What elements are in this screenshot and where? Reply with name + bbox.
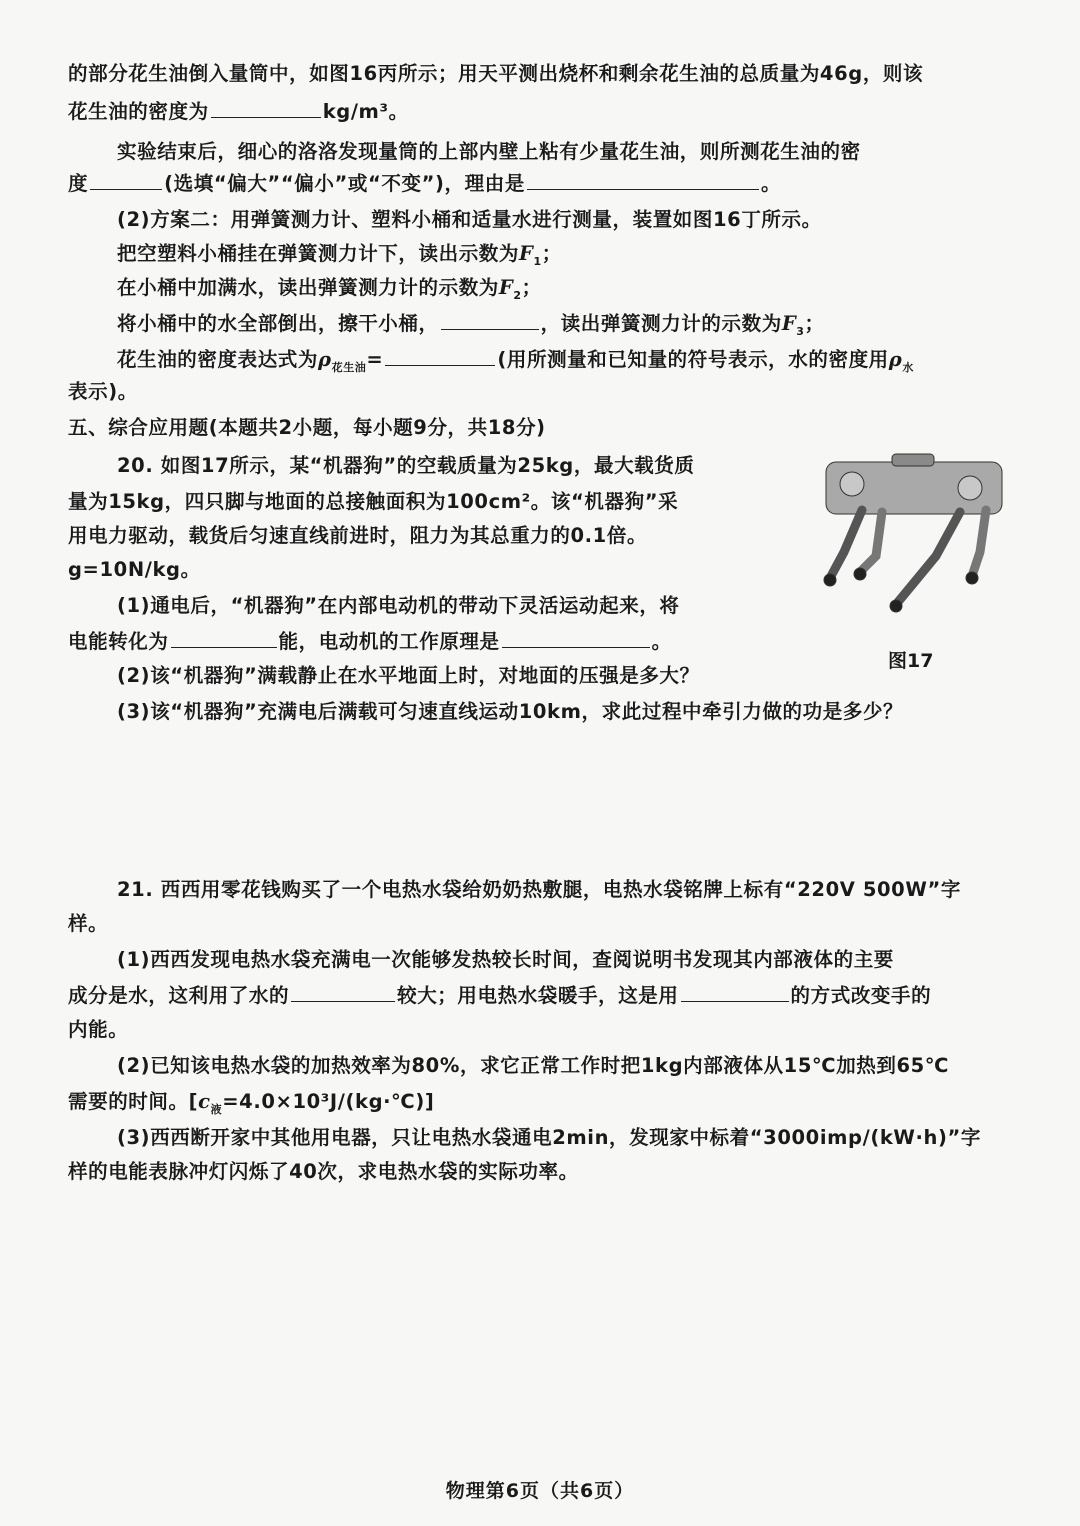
q21-line-8: (3)西西断开家中其他用电器，只让电热水袋通电2min，发现家中标着“3000imp/(kW·h)”字 <box>117 1126 982 1149</box>
answer-blank[interactable] <box>502 629 650 648</box>
q21-line-3: (1)西西发现电热水袋充满电一次能够发热较长时间，查阅说明书发现其内部液体的主要 <box>117 948 894 971</box>
robot-dog-figure <box>822 452 1018 628</box>
q19-line-5: (2)方案二：用弹簧测力计、塑料小桶和适量水进行测量，装置如图16丁所示。 <box>117 208 822 231</box>
q21-line-2: 样。 <box>68 912 109 935</box>
answer-blank[interactable] <box>291 983 395 1002</box>
q21-line-4: 成分是水，这利用了水的 较大；用电热水袋暖手，这是用 的方式改变手的 <box>68 984 932 1007</box>
answer-blank[interactable] <box>211 99 321 118</box>
q21-line-7: 需要的时间。$[c_液=4.0\times 10^3J/(kg\cdot℃)]$ <box>68 1090 435 1116</box>
q20-line-8: (3)该“机器狗”充满电后满载可匀速直线运动10km，求此过程中牵引力做的功是多少？ <box>117 700 904 723</box>
q20-line-7: (2)该“机器狗”满载静止在水平地面上时，对地面的压强是多大？ <box>117 664 700 687</box>
q19-line-4: 度 (选填“偏大”“偏小”或“不变”)，理由是 。 <box>68 172 782 195</box>
q20-line-1: 20. 如图17所示，某“机器狗”的空载质量为25kg，最大载货质 <box>117 454 695 477</box>
q19-line-2: 花生油的密度为 kg/m³。 <box>68 100 409 123</box>
page-footer: 物理第6页（共6页） <box>445 1480 635 1502</box>
q20-line-3: 用电力驱动，载货后匀速直线前进时，阻力为其总重力的0.1倍。 <box>68 524 648 547</box>
q21-line-1: 21. 西西用零花钱购买了一个电热水袋给奶奶热敷腿，电热水袋铭牌上标有“220V 500W”字 <box>117 878 961 901</box>
answer-blank[interactable] <box>441 311 539 330</box>
q21-line-5: 内能。 <box>68 1018 129 1041</box>
q19-line-10: 表示)。 <box>68 380 138 403</box>
q19-line-6: 把空塑料小桶挂在弹簧测力计下，读出示数为$F_1$； <box>117 242 562 268</box>
q19-line-3: 实验结束后，细心的洛洛发现量筒的上部内壁上粘有少量花生油，则所测花生油的密 <box>117 140 861 163</box>
q20-line-6: 电能转化为 能，电动机的工作原理是 。 <box>68 630 672 653</box>
q21-line-6: (2)已知该电热水袋的加热效率为80%，求它正常工作时把1kg内部液体从15℃加热到65℃ <box>117 1054 950 1077</box>
q20-line-2: 量为15kg，四只脚与地面的总接触面积为100cm²。该“机器狗”采 <box>68 490 679 513</box>
q19-line-7: 在小桶中加满水，读出弹簧测力计的示数为$F_2$； <box>117 276 542 302</box>
section-heading: 五、综合应用题(本题共2小题，每小题9分，共18分) <box>68 416 546 439</box>
figure-caption: 图17 <box>888 650 934 672</box>
answer-blank[interactable] <box>527 171 759 190</box>
q19-line-9: 花生油的密度表达式为$\rho_{花生油}=$ (用所测量和已知量的符号表示，水的密度用$\rho_水$ <box>117 348 914 374</box>
answer-blank[interactable] <box>681 983 789 1002</box>
q19-line-1: 的部分花生油倒入量筒中，如图16丙所示；用天平测出烧杯和剩余花生油的总质量为46g，则该 <box>68 62 924 85</box>
answer-blank[interactable] <box>171 629 277 648</box>
q21-line-9: 样的电能表脉冲灯闪烁了40次，求电热水袋的实际功率。 <box>68 1160 579 1183</box>
answer-blank[interactable] <box>90 171 162 190</box>
answer-blank[interactable] <box>385 347 495 366</box>
robot-dog-image <box>824 454 1002 612</box>
q20-line-5: (1)通电后，“机器狗”在内部电动机的带动下灵活运动起来，将 <box>117 594 680 617</box>
q20-line-4: g=10N/kg。 <box>68 558 201 581</box>
q19-line-8: 将小桶中的水全部倒出，擦干小桶， ，读出弹簧测力计的示数为$F_3$； <box>117 312 825 338</box>
